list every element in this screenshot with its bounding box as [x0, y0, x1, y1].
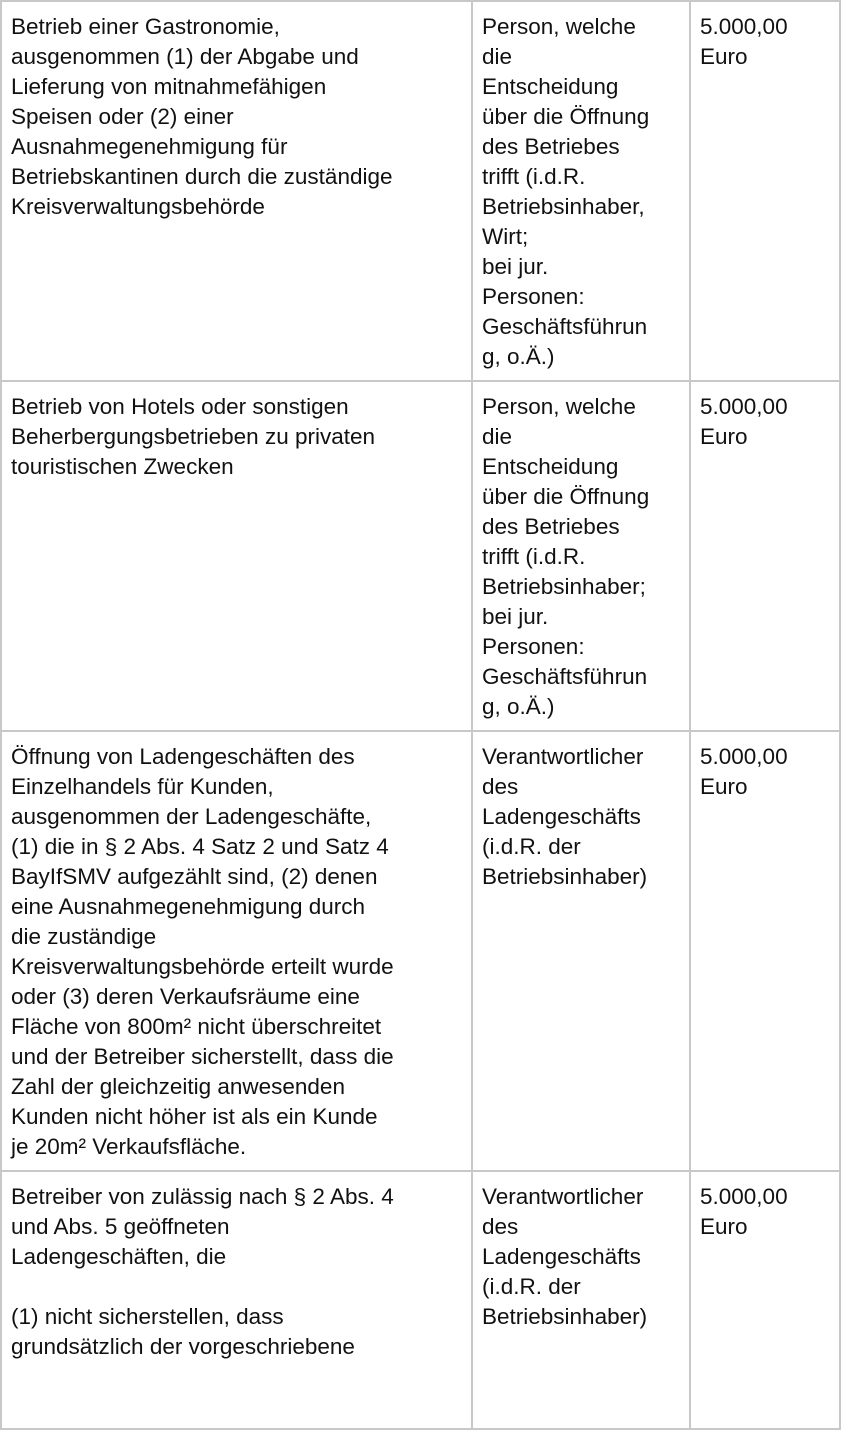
- offense-line: je 20m² Verkaufsfläche.: [11, 1134, 247, 1159]
- offense-line: Kreisverwaltungsbehörde: [11, 194, 265, 219]
- person-line: Verantwortlicher: [482, 744, 644, 769]
- responsible-person-cell: [472, 1, 690, 381]
- person-line: des Betriebes: [482, 134, 620, 159]
- offense-line: Betriebskantinen durch die zuständige: [11, 164, 393, 189]
- offense-line: Fläche von 800m² nicht überschreitet: [11, 1014, 382, 1039]
- offense-line: Lieferung von mitnahmefähigen: [11, 74, 327, 99]
- person-line: trifft (i.d.R.: [482, 544, 586, 569]
- person-line: die: [482, 44, 513, 69]
- person-line: Geschäftsführun: [482, 314, 648, 339]
- person-line: Betriebsinhaber,: [482, 194, 645, 219]
- person-line: Entscheidung: [482, 74, 619, 99]
- offense-line: Betreiber von zulässig nach § 2 Abs. 4: [11, 1184, 394, 1209]
- fine-amount: 5.000,00: [700, 394, 788, 419]
- offense-line: ausgenommen der Ladengeschäfte,: [11, 804, 372, 829]
- offense-cell: [1, 1171, 472, 1429]
- person-line: Person, welche: [482, 14, 636, 39]
- offense-cell: [1, 731, 472, 1171]
- offense-line: grundsätzlich der vorgeschriebene: [11, 1334, 355, 1359]
- offense-line: Betrieb einer Gastronomie,: [11, 14, 280, 39]
- offense-line: Einzelhandels für Kunden,: [11, 774, 274, 799]
- fine-amount-cell: [690, 1, 840, 381]
- fine-amount-cell: [690, 731, 840, 1171]
- offense-line: Öffnung von Ladengeschäften des: [11, 744, 355, 769]
- offense-line: Zahl der gleichzeitig anwesenden: [11, 1074, 345, 1099]
- person-line: Ladengeschäfts: [482, 1244, 641, 1269]
- offense-line: oder (3) deren Verkaufsräume eine: [11, 984, 360, 1009]
- person-line: Personen:: [482, 634, 585, 659]
- person-line: Betriebsinhaber;: [482, 574, 646, 599]
- fine-currency: Euro: [700, 774, 748, 799]
- offense-line: (1) nicht sicherstellen, dass: [11, 1304, 284, 1329]
- person-line: Personen:: [482, 284, 585, 309]
- fine-amount: 5.000,00: [700, 744, 788, 769]
- offense-line: und Abs. 5 geöffneten: [11, 1214, 230, 1239]
- person-line: über die Öffnung: [482, 104, 650, 129]
- person-line: trifft (i.d.R.: [482, 164, 586, 189]
- person-line: des Betriebes: [482, 514, 620, 539]
- offense-line: Speisen oder (2) einer: [11, 104, 234, 129]
- person-line: Entscheidung: [482, 454, 619, 479]
- offense-line: Kunden nicht höher ist als ein Kunde: [11, 1104, 378, 1129]
- table-row: [1, 1, 840, 381]
- person-line: Person, welche: [482, 394, 636, 419]
- offense-line: Ladengeschäften, die: [11, 1244, 227, 1269]
- fine-catalog-body: [1, 1, 840, 1429]
- offense-line: Betrieb von Hotels oder sonstigen: [11, 394, 349, 419]
- paragraph-gap: [11, 1272, 463, 1302]
- person-line: Verantwortlicher: [482, 1184, 644, 1209]
- offense-line: ausgenommen (1) der Abgabe und: [11, 44, 359, 69]
- fine-currency: Euro: [700, 1214, 748, 1239]
- offense-line: Beherbergungsbetrieben zu privaten: [11, 424, 375, 449]
- person-line: g, o.Ä.): [482, 694, 555, 719]
- person-line: Geschäftsführun: [482, 664, 648, 689]
- person-line: g, o.Ä.): [482, 344, 555, 369]
- offense-line: und der Betreiber sicherstellt, dass die: [11, 1044, 394, 1069]
- person-line: Betriebsinhaber): [482, 864, 648, 889]
- table-row: [1, 1171, 840, 1429]
- offense-line: BayIfSMV aufgezählt sind, (2) denen: [11, 864, 378, 889]
- fine-amount: 5.000,00: [700, 1184, 788, 1209]
- fine-amount: 5.000,00: [700, 14, 788, 39]
- offense-line: Ausnahmegenehmigung für: [11, 134, 288, 159]
- person-line: des: [482, 774, 519, 799]
- fine-currency: Euro: [700, 424, 748, 449]
- person-line: (i.d.R. der: [482, 1274, 581, 1299]
- fine-currency: Euro: [700, 44, 748, 69]
- person-line: über die Öffnung: [482, 484, 650, 509]
- offense-line: Kreisverwaltungsbehörde erteilt wurde: [11, 954, 394, 979]
- offense-line: (1) die in § 2 Abs. 4 Satz 2 und Satz 4: [11, 834, 389, 859]
- person-line: die: [482, 424, 513, 449]
- person-line: Wirt;: [482, 224, 529, 249]
- table-row: [1, 381, 840, 731]
- offense-cell: [1, 1, 472, 381]
- person-line: Ladengeschäfts: [482, 804, 641, 829]
- offense-line: touristischen Zwecken: [11, 454, 234, 479]
- person-line: bei jur.: [482, 604, 549, 629]
- person-line: bei jur.: [482, 254, 549, 279]
- offense-cell: [1, 381, 472, 731]
- table-row: [1, 731, 840, 1171]
- responsible-person-cell: [472, 381, 690, 731]
- person-line: Betriebsinhaber): [482, 1304, 648, 1329]
- responsible-person-cell: [472, 1171, 690, 1429]
- responsible-person-cell: [472, 731, 690, 1171]
- person-line: (i.d.R. der: [482, 834, 581, 859]
- offense-line: eine Ausnahmegenehmigung durch: [11, 894, 366, 919]
- fine-amount-cell: [690, 381, 840, 731]
- person-line: des: [482, 1214, 519, 1239]
- fine-amount-cell: [690, 1171, 840, 1429]
- offense-line: die zuständige: [11, 924, 157, 949]
